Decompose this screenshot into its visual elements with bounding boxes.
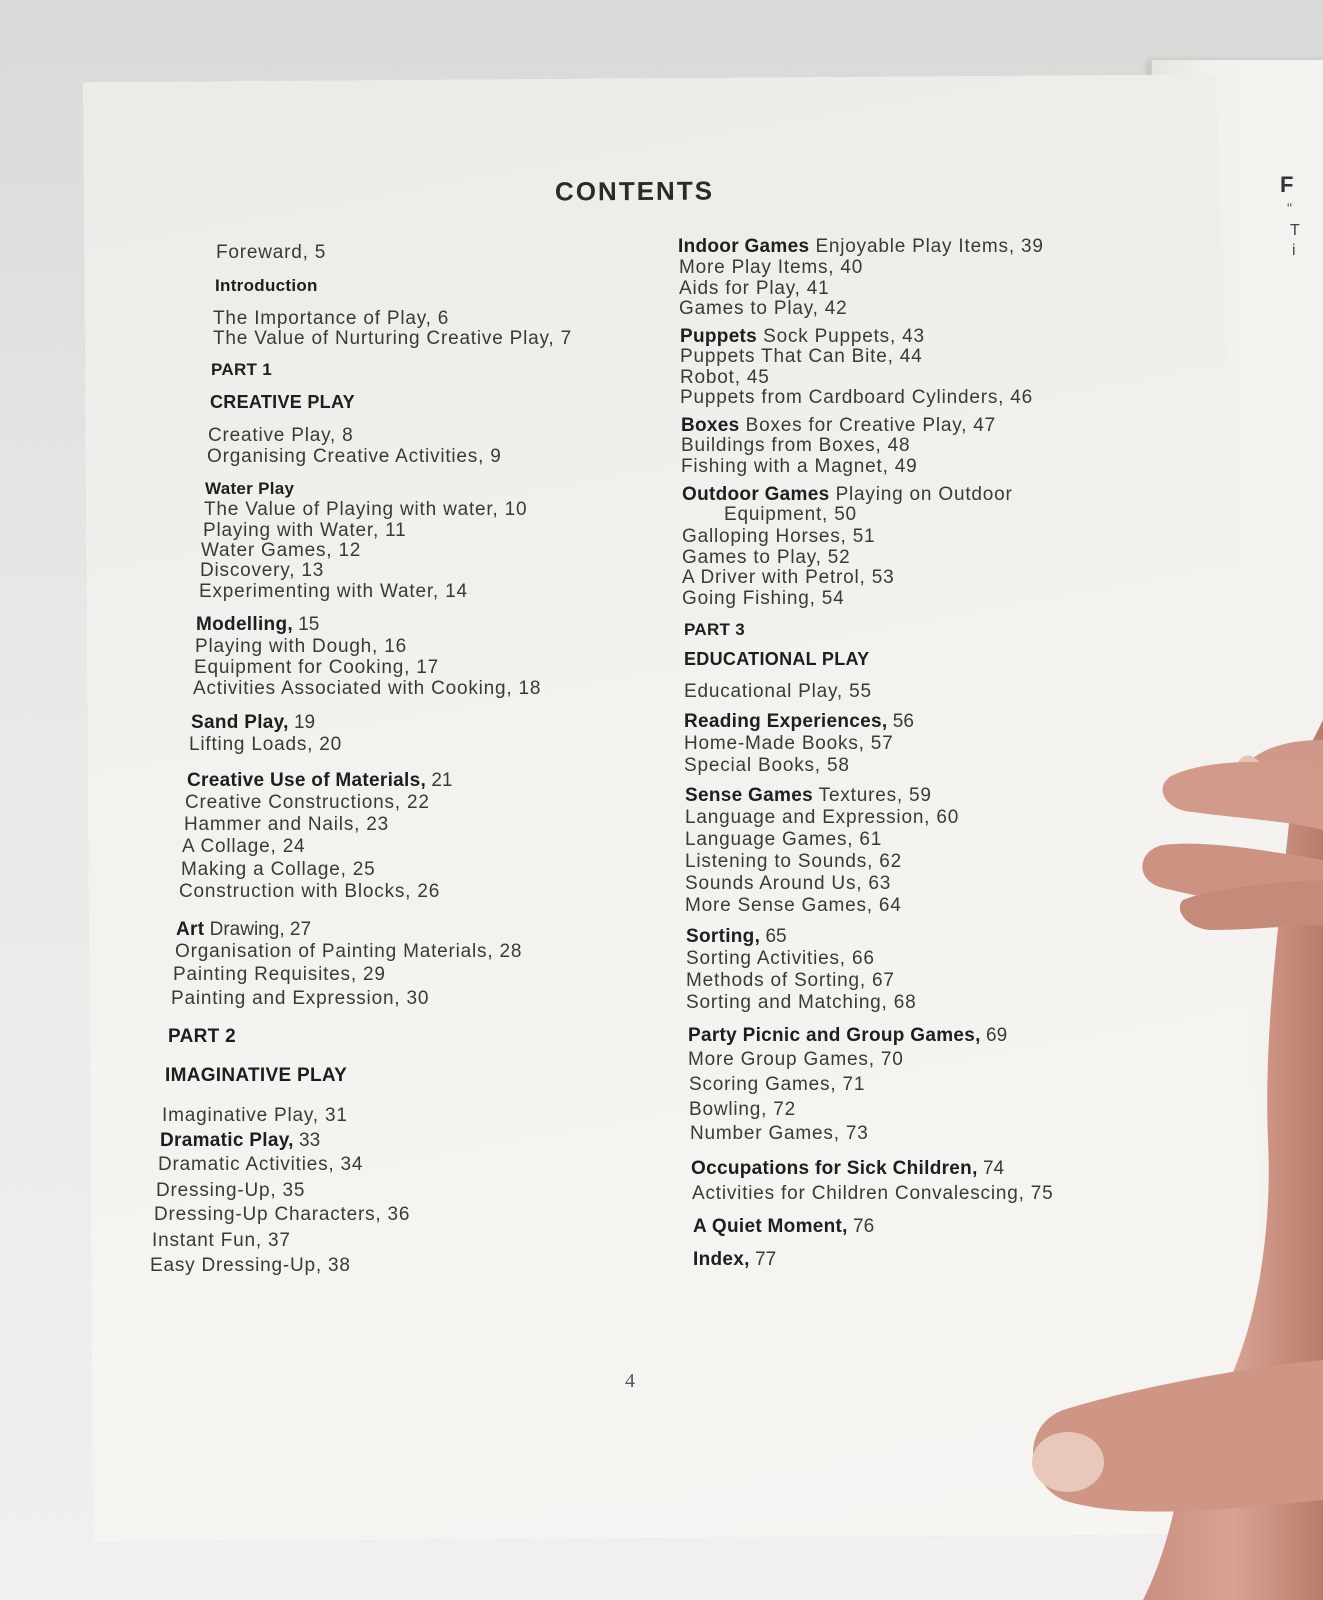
toc-entry: Dressing-Up, 35 [156, 1180, 306, 1201]
toc-heading: Boxes [681, 415, 740, 436]
toc-heading-row [686, 926, 787, 947]
section-heading: EDUCATIONAL PLAY [684, 649, 870, 669]
toc-entry: Activities for Children Convalescing, 75 [692, 1183, 1054, 1204]
facing-page-heading: F [1280, 172, 1294, 197]
toc-entry: Educational Play, 55 [684, 681, 872, 702]
toc-page: 76 [847, 1216, 875, 1237]
toc-heading: Indoor Games [678, 236, 810, 257]
toc-heading-row [187, 770, 453, 791]
toc-heading-row [682, 484, 1013, 505]
section-heading: IMAGINATIVE PLAY [165, 1065, 348, 1086]
hand [1023, 720, 1323, 1600]
toc-entry: Painting and Expression, 30 [171, 988, 430, 1009]
toc-heading-row [693, 1216, 874, 1237]
toc-heading: Sorting, [686, 926, 761, 947]
toc-heading-row [196, 614, 319, 635]
toc-entry: Enjoyable Play Items, 39 [809, 236, 1044, 257]
toc-entry: More Group Games, 70 [688, 1049, 904, 1070]
toc-entry: Language Games, 61 [685, 829, 883, 850]
toc-page: 69 [980, 1025, 1008, 1046]
toc-entry: Fishing with a Magnet, 49 [681, 456, 918, 477]
toc-entry: Experimenting with Water, 14 [199, 581, 468, 602]
toc-heading-row [685, 785, 932, 806]
toc-entry: Special Books, 58 [684, 755, 850, 776]
toc-entry: Activities Associated with Cooking, 18 [193, 678, 542, 699]
toc-entry: Aids for Play, 41 [679, 278, 830, 299]
toc-entry: Galloping Horses, 51 [682, 526, 876, 547]
toc-heading: Water Play [205, 479, 295, 498]
toc-entry: Methods of Sorting, 67 [686, 970, 895, 991]
toc-heading: Creative Use of Materials, [187, 770, 427, 791]
toc-entry: Sock Puppets, 43 [757, 326, 925, 347]
toc-entry: Number Games, 73 [690, 1123, 869, 1144]
toc-entry: A Driver with Petrol, 53 [682, 567, 895, 588]
toc-entry: Equipment for Cooking, 17 [194, 657, 439, 678]
toc-entry: Sorting Activities, 66 [686, 948, 875, 969]
toc-heading: A Quiet Moment, [693, 1216, 848, 1237]
toc-entry: Creative Play, 8 [208, 425, 354, 446]
toc-entry: Easy Dressing-Up, 38 [150, 1255, 351, 1276]
toc-heading: Reading Experiences, [684, 711, 888, 732]
toc-heading: Outdoor Games [682, 484, 830, 505]
toc-page: 65 [760, 926, 787, 947]
toc-heading: Introduction [215, 276, 318, 295]
toc-entry: Puppets from Cardboard Cylinders, 46 [680, 387, 1034, 408]
toc-entry: Playing with Water, 11 [203, 520, 407, 541]
toc-entry: Sounds Around Us, 63 [685, 873, 892, 894]
facing-page-line: i [1292, 242, 1296, 259]
toc-entry: Equipment, 50 [724, 504, 857, 525]
toc-entry: Creative Constructions, 22 [185, 792, 430, 813]
toc-entry: Scoring Games, 71 [689, 1074, 866, 1095]
toc-heading: Modelling, [196, 614, 293, 635]
part-label: PART 3 [684, 620, 745, 639]
toc-entry: The Importance of Play, 6 [213, 308, 450, 329]
toc-page: 74 [977, 1158, 1005, 1179]
toc-entry: Water Games, 12 [201, 540, 362, 561]
toc-entry: Hammer and Nails, 23 [184, 814, 390, 835]
toc-entry: Organisation of Painting Materials, 28 [175, 941, 523, 962]
toc-entry: Games to Play, 42 [679, 298, 848, 319]
toc-heading-row [688, 1025, 1007, 1046]
toc-heading: Occupations for Sick Children, [691, 1158, 978, 1179]
toc-entry: Robot, 45 [680, 367, 770, 388]
toc-heading-row [684, 711, 914, 732]
toc-entry: Going Fishing, 54 [682, 588, 845, 609]
toc-entry: Lifting Loads, 20 [189, 734, 343, 755]
toc-entry: Discovery, 13 [200, 560, 325, 581]
toc-entry: Making a Collage, 25 [181, 859, 376, 880]
part-label: PART 1 [211, 360, 272, 379]
toc-heading: Puppets [680, 326, 758, 347]
toc-entry: Puppets That Can Bite, 44 [680, 346, 923, 367]
toc-entry: Painting Requisites, 29 [173, 964, 386, 985]
toc-entry: Games to Play, 52 [682, 547, 851, 568]
toc-entry: Dressing-Up Characters, 36 [154, 1204, 411, 1225]
toc-page: 15 [292, 614, 320, 635]
toc-page: 21 [426, 770, 453, 791]
toc-entry: More Play Items, 40 [679, 257, 864, 278]
toc-heading-row [678, 236, 1044, 257]
toc-entry: Playing on Outdoor [829, 484, 1013, 505]
toc-entry: Buildings from Boxes, 48 [681, 435, 911, 456]
toc-page: 33 [293, 1130, 321, 1151]
toc-entry: The Value of Playing with water, 10 [204, 499, 528, 520]
toc-page: Drawing, 27 [204, 919, 312, 940]
toc-entry: Sorting and Matching, 68 [686, 992, 917, 1013]
toc-heading: Art [176, 919, 205, 940]
toc-entry: Listening to Sounds, 62 [685, 851, 902, 872]
toc-entry: Imaginative Play, 31 [162, 1105, 348, 1126]
page-title: CONTENTS [554, 175, 715, 207]
toc-entry: Bowling, 72 [689, 1099, 797, 1120]
toc-heading-row [191, 712, 315, 733]
toc-entry: Language and Expression, 60 [685, 807, 960, 828]
toc-heading-row [160, 1130, 320, 1151]
toc-page: 56 [887, 711, 914, 732]
toc-entry: Organising Creative Activities, 9 [207, 446, 502, 467]
toc-entry: Textures, 59 [812, 785, 932, 806]
toc-entry: Construction with Blocks, 26 [179, 881, 441, 902]
section-heading: CREATIVE PLAY [210, 392, 355, 412]
facing-page-quote: " [1287, 200, 1292, 216]
toc-entry: Instant Fun, 37 [152, 1230, 291, 1251]
left-column [150, 242, 620, 1292]
toc-heading: Sand Play, [191, 712, 289, 733]
toc-heading: Index, [693, 1249, 750, 1270]
toc-heading-row [691, 1158, 1004, 1179]
toc-heading: Sense Games [685, 785, 813, 806]
thumbnail [1032, 1432, 1104, 1492]
toc-heading-row [693, 1249, 776, 1270]
toc-heading: Party Picnic and Group Games, [688, 1025, 981, 1046]
toc-page: 19 [288, 712, 316, 733]
part-label: PART 2 [168, 1026, 236, 1047]
toc-entry: The Value of Nurturing Creative Play, 7 [213, 328, 572, 349]
toc-entry: A Collage, 24 [182, 836, 306, 857]
facing-page-line: T [1290, 222, 1300, 239]
page-number: 4 [625, 1370, 635, 1392]
toc-heading-row [681, 415, 996, 436]
toc-entry: More Sense Games, 64 [685, 895, 902, 916]
toc-heading-row [680, 326, 925, 347]
toc-entry: Boxes for Creative Play, 47 [739, 415, 997, 436]
toc-entry: Dramatic Activities, 34 [158, 1154, 364, 1175]
toc-entry: Home-Made Books, 57 [684, 733, 894, 754]
toc-entry: Playing with Dough, 16 [195, 636, 407, 657]
toc-heading-row [176, 919, 311, 940]
toc-page: 77 [749, 1249, 777, 1270]
toc-heading: Dramatic Play, [160, 1130, 294, 1151]
toc-entry: Foreward, 5 [216, 242, 327, 263]
